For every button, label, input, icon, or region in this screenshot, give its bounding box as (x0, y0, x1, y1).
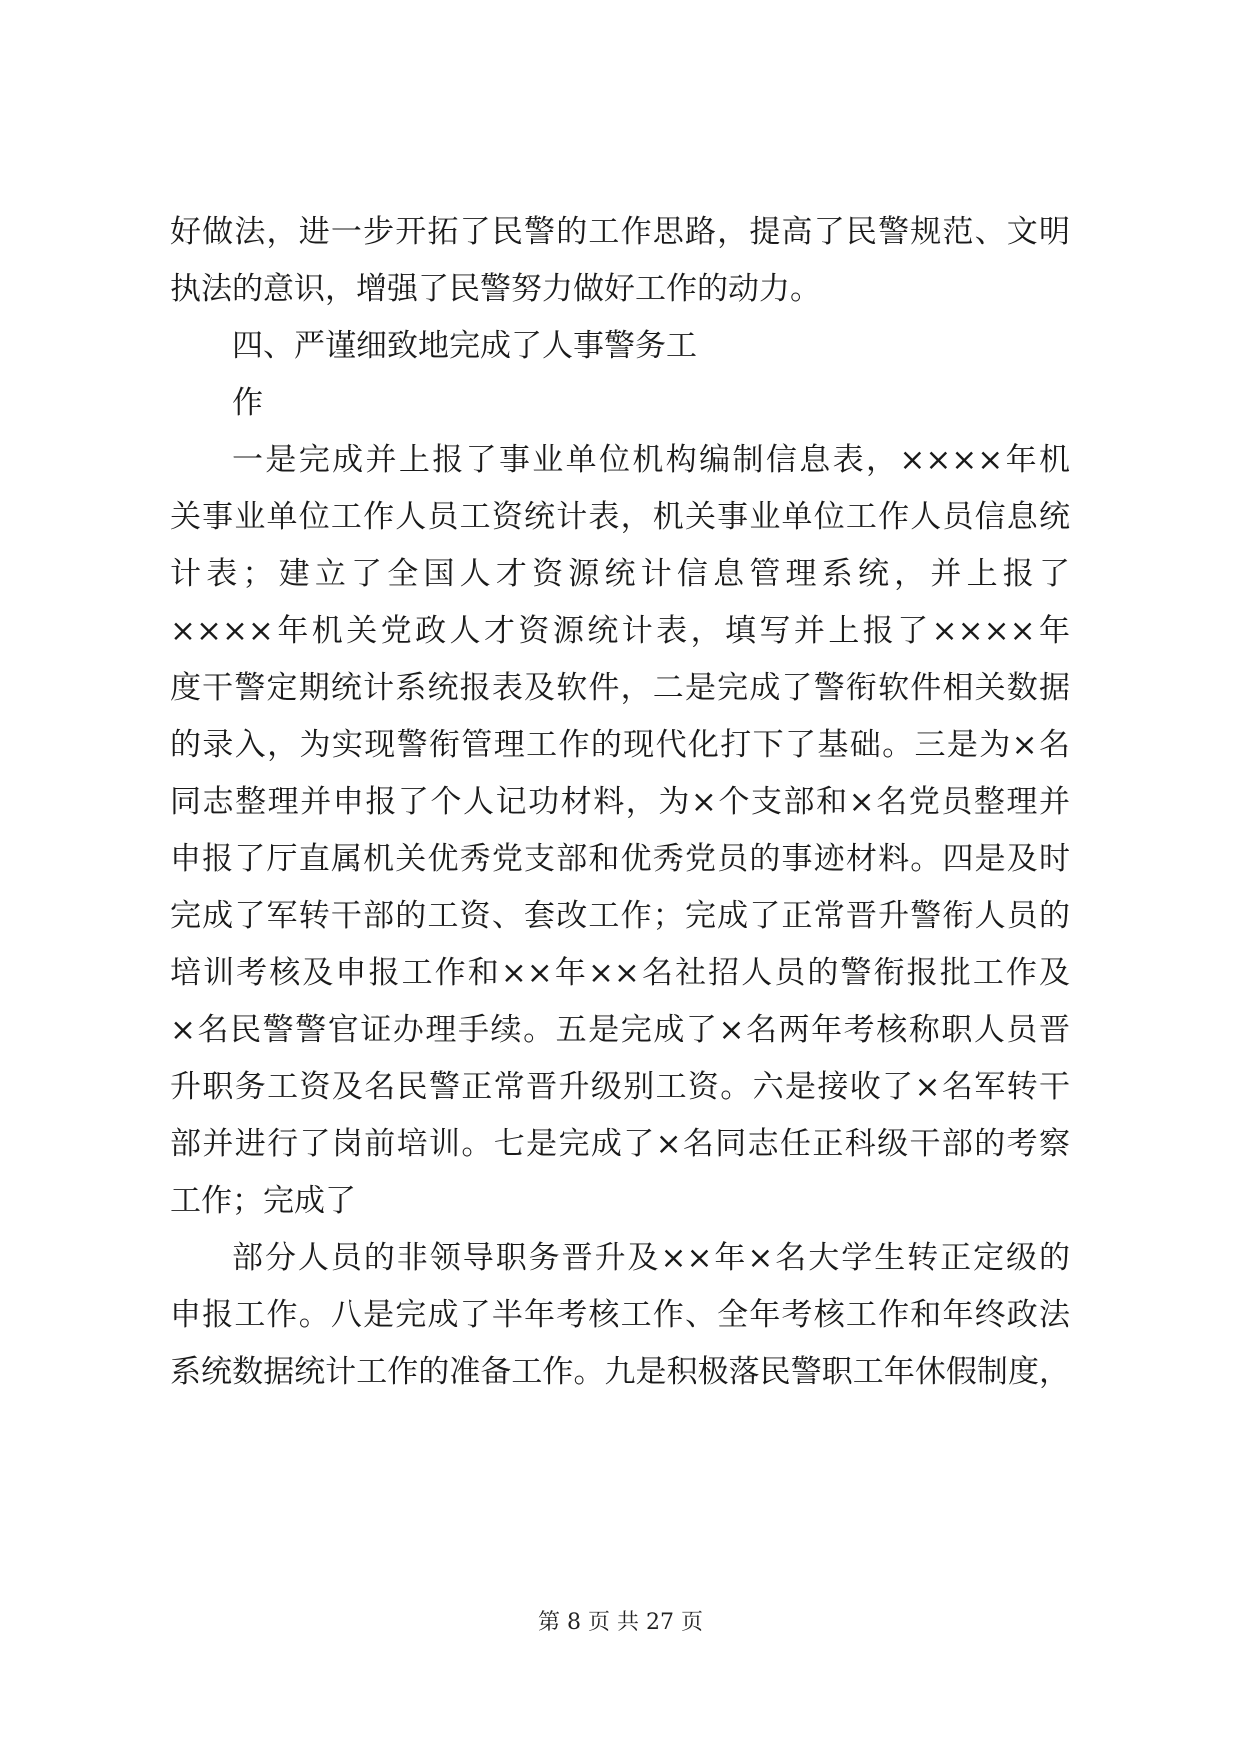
body-line-9: 度干警定期统计系统报表及软件，二是完成了警衔软件相关数据 (170, 670, 1070, 706)
body-line-11: 同志整理并申报了个人记功材料，为×个支部和×名党员整理并 (170, 784, 1070, 820)
body-line-17: 部并进行了岗前培训。七是完成了×名同志任正科级干部的考察 (170, 1126, 1070, 1162)
page-number-footer: 第 8 页 共 27 页 (538, 1610, 703, 1635)
body-line-19: 部分人员的非领导职务晋升及××年×名大学生转正定级的 (232, 1240, 1070, 1276)
body-line-20: 申报工作。八是完成了半年考核工作、全年考核工作和年终政法 (170, 1297, 1070, 1333)
body-line-12: 申报了厅直属机关优秀党支部和优秀党员的事迹材料。四是及时 (170, 841, 1070, 877)
body-line-8: ××××年机关党政人才资源统计表，填写并上报了××××年 (170, 613, 1070, 649)
body-line-18: 工作；完成了 (170, 1183, 356, 1219)
body-line-1: 好做法，进一步开拓了民警的工作思路，提高了民警规范、文明 (170, 214, 1070, 250)
body-line-6: 关事业单位工作人员工资统计表，机关事业单位工作人员信息统 (170, 499, 1070, 535)
body-line-10: 的录入，为实现警衔管理工作的现代化打下了基础。三是为×名 (170, 727, 1070, 763)
body-line-7: 计表；建立了全国人才资源统计信息管理系统，并上报了 (170, 556, 1070, 592)
body-line-14: 培训考核及申报工作和××年××名社招人员的警衔报批工作及 (170, 955, 1070, 991)
body-line-5: 一是完成并上报了事业单位机构编制信息表，××××年机 (232, 442, 1070, 478)
body-line-21: 系统数据统计工作的准备工作。九是积极落民警职工年休假制度， (170, 1354, 1070, 1390)
body-line-13: 完成了军转干部的工资、套改工作；完成了正常晋升警衔人员的 (170, 898, 1070, 934)
body-line-2: 执法的意识，增强了民警努力做好工作的动力。 (170, 271, 821, 307)
section-heading-4: 四、严谨细致地完成了人事警务工 (232, 328, 697, 364)
section-heading-4-continued: 作 (232, 385, 263, 421)
body-line-16: 升职务工资及名民警正常晋升级别工资。六是接收了×名军转干 (170, 1069, 1070, 1105)
body-line-15: ×名民警警官证办理手续。五是完成了×名两年考核称职人员晋 (170, 1012, 1070, 1048)
